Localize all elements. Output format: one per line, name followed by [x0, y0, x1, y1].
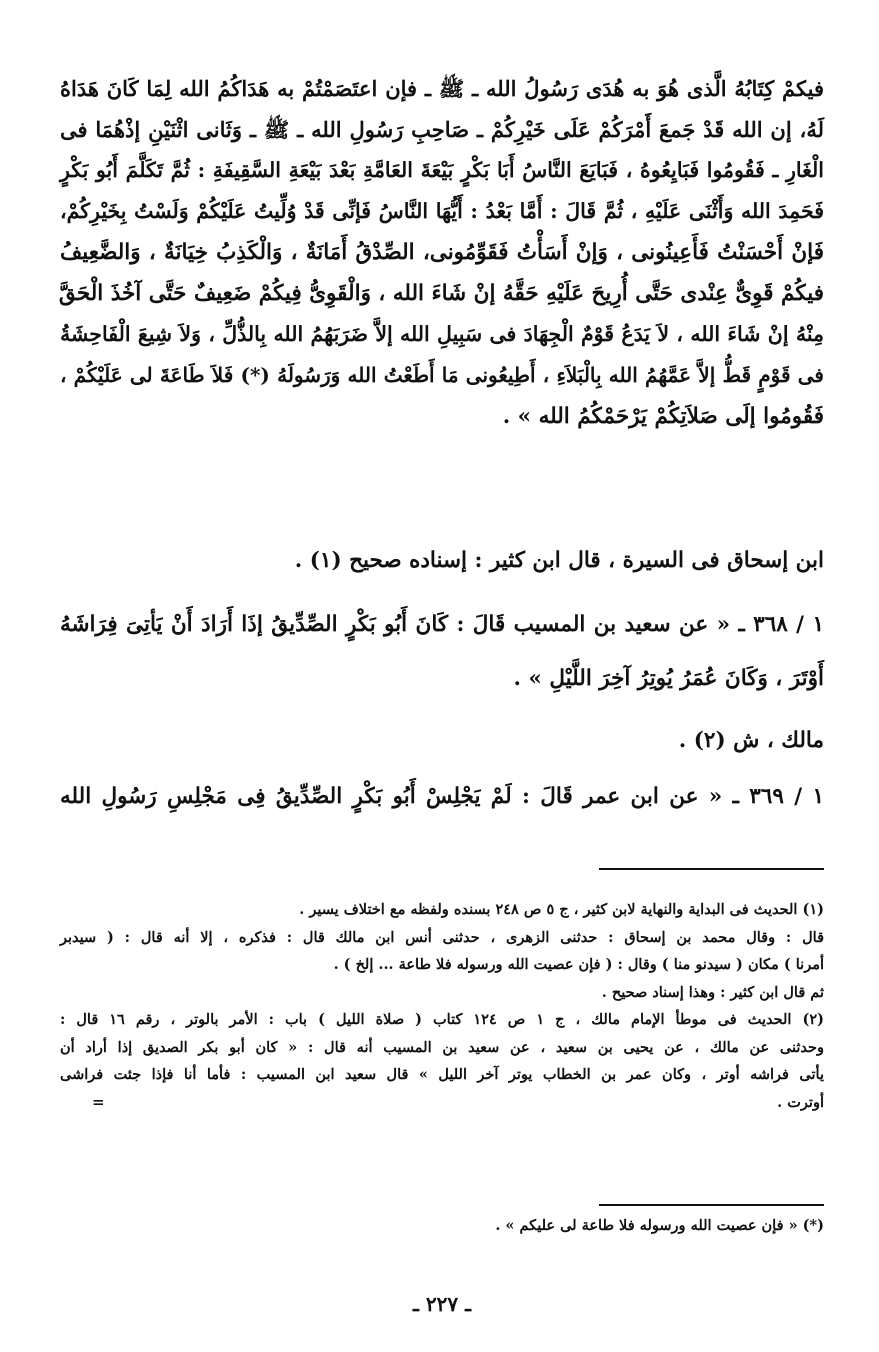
- body-line: فى قَوْمٍ قَطُّ إلاَّ عَمَّهُمُ الله بِالْبَلاَءِ ، أَطِيعُونى مَا أَطَعْتُ الله وَرَسُولَهُ (*) فَلاَ طَاعَةَ لى عَلَيْكُمْ ،: [60, 363, 824, 387]
- hadith-line: ١ / ٣٦٨ ـ « عن سعيد بن المسيب قَالَ : كَانَ أَبُو بَكْرٍ الصِّدِّيقُ إذَا أَرَادَ أَنْ يَأتِىَ فِرَاشَهُ: [60, 612, 824, 637]
- footnote-separator: [599, 868, 824, 870]
- body-text: [60, 68, 824, 437]
- body-line: فَإنْ أَحْسَنْتُ فَأَعِينُونى ، وَإنْ أَسَأْتُ فَقَوِّمُونى، الصِّدْقُ أَمَانَةٌ ، وَالْكَذِبُ خِيَانَةٌ ، وَالضَّعِيفُ: [60, 240, 824, 265]
- body-line: مِنْهُ إنْ شَاءَ الله ، لاَ يَدَعُ قَوْمٌ الْجِهَادَ فى سَبِيلِ الله إلاَّ ضَرَبَهُمُ الله بِالذُّلِّ ، وَلاَ شِيعَ الْفَاحِشَةُ: [60, 322, 824, 346]
- footnote-separator-2: [599, 1204, 824, 1206]
- footnote-line: (٢) الحديث فى موطأ الإمام مالك ، ج ١ ص ١٢٤ كتاب ( صلاة الليل ) باب : الأمر بالوتر ، رقم ١٦ قال :: [60, 1011, 824, 1028]
- hadith-source: مالك ، ش (٢) .: [678, 728, 824, 753]
- footnote-line: أمرنا ) مكان ( سيدنو منا ) وقال : ( فإن عصيت الله ورسوله فلا طاعة ... إلخ ) .: [333, 956, 824, 973]
- footnote-line: [60, 1089, 824, 1117]
- body-line: فَقُومُوا إلَى صَلاَتِكُمْ يَرْحَمْكُمُ الله » .: [502, 404, 824, 429]
- footnote-line: وحدثنى عن مالك ، عن يحيى بن سعيد ، عن سعيد بن المسيب أنه قال : « كان أبو بكر الصديق إذا أراد أن: [60, 1038, 824, 1056]
- body-line: لَهُ، إن الله قَدْ جَمعَ أَمْرَكُمْ عَلَى خَيْرِكُمْ ـ صَاحِبِ رَسُولِ الله ـ ﷺ ـ وَثَانى اثْنَيْنِ إذْهُمَا فى: [60, 117, 824, 142]
- hadith-368-cont: [60, 658, 824, 699]
- footnotes: [60, 896, 824, 1116]
- source-note: [60, 540, 824, 581]
- footnote-line: يأتى فراشه أوتر ، وكان عمر بن الخطاب يوتر آخر الليل » قال سعيد ابن المسيب : فأما أنا فإذا جئت فراشى: [60, 1066, 824, 1083]
- hadith-368: [60, 604, 824, 645]
- continuation-mark: =: [92, 1092, 105, 1111]
- footnote-line: ثم قال ابن كثير : وهذا إسناد صحيح .: [601, 983, 824, 1001]
- hadith-line: ١ / ٣٦٩ ـ « عن ابن عمر قَالَ : لَمْ يَجْلِسْ أَبُو بَكْرٍ الصِّدِّيقُ فِى مَجْلِسِ رَسُولِ الله: [60, 784, 824, 809]
- hadith-369: [60, 776, 824, 817]
- body-line: فيكمْ كِتَابُهُ الَّذى هُوَ به هُدَى رَسُولُ الله ـ ﷺ ـ فإن اعتَصَمْتُمْ به هَدَاكُمُ الله لِمَا كَانَ هَدَاهُ: [60, 76, 824, 101]
- source-note-text: ابن إسحاق فى السيرة ، قال ابن كثير : إسناده صحيح (١) .: [294, 548, 824, 573]
- star-note-text: (*) « فإن عصيت الله ورسوله فلا طاعة لى عليكم » .: [495, 1217, 824, 1234]
- body-line: الْغَارِ ـ فَقُومُوا فَبَايِعُوهُ ، فَبَايَعَ النَّاسُ أَبَا بَكْرٍ بَيْعَةَ العَامَّةِ بَعْدَ بَيْعَةِ السَّقِيفَةِ : ثُمَّ تَكَلَّمَ أَبُو بَكْرٍ: [60, 158, 824, 182]
- hadith-368-source: [60, 720, 824, 761]
- body-line: فيكُمْ قَوِىٌّ عِنْدى حَتَّى أُرِيحَ عَلَيْهِ حَقَّهُ إنْ شَاءَ الله ، وَالْقَوِىُّ فِيكُمْ ضَعِيفٌ حَتَّى آخُذَ الْحَقَّ: [58, 281, 824, 306]
- footnote-line: قال : وقال محمد بن إسحاق : حدثنى الزهرى ، حدثنى أنس ابن مالك قال : فذكره ، إلا أنه قال : ( سيدبر: [60, 928, 824, 946]
- footnote-text: أوترت .: [777, 1093, 824, 1111]
- star-note: [60, 1212, 824, 1240]
- footnote-line: (١) الحديث فى البداية والنهاية لابن كثير ، ج ٥ ص ٢٤٨ بسنده ولفظه مع اختلاف يسير .: [299, 901, 824, 918]
- hadith-line: أَوْتَرَ ، وَكَانَ عُمَرُ يُوتِرُ آخِرَ اللَّيْلِ » .: [513, 666, 824, 691]
- document-page: [60, 0, 824, 1352]
- body-line: فَحَمِدَ الله وَأَثْنَى عَلَيْهِ ، ثُمَّ قَالَ : أَمَّا بَعْدُ : أَيُّهَا النَّاسُ فَإنِّى قَدْ وُلِّيتُ عَلَيْكُمْ وَلَسْتُ بِخَيْرِكُمْ،: [60, 199, 824, 223]
- page-number: ـ ٢٢٧ ـ: [413, 1292, 471, 1316]
